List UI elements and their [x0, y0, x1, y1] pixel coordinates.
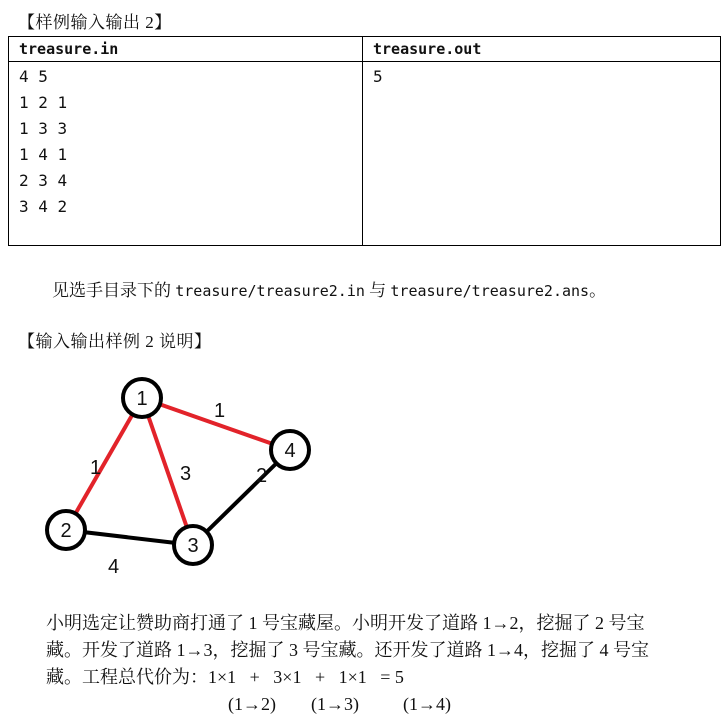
edge-weight-label: 3 [180, 463, 192, 485]
edge-weight-label: 1 [214, 400, 226, 422]
cost-path: (1→3) [311, 694, 359, 714]
input-line: 4 5 [19, 67, 48, 86]
explanation-line: 小明选定让赞助商打通了 1 号宝藏屋。小明开发了道路 1→2，挖掘了 2 号宝 [46, 613, 645, 633]
explanation-text [46, 610, 714, 691]
input-line: 2 3 4 [19, 171, 68, 190]
graph-node-4 [271, 431, 309, 469]
output-file-header: treasure.out [363, 37, 721, 62]
cost-path: (1→4) [403, 694, 451, 714]
explanation-line: 藏。工程总代价为：1×1 + 3×1 + 1×1 = 5 [46, 667, 404, 687]
graph-node-3 [174, 526, 212, 564]
graph-diagram [0, 360, 340, 590]
graph-node-label: 4 [284, 440, 296, 462]
graph-edge-1-2 [66, 398, 142, 530]
graph-node-2 [47, 511, 85, 549]
file-note-conjunction: 与 [369, 281, 387, 300]
input-line: 1 4 1 [19, 145, 68, 164]
explanation-line: 藏。开发了道路 1→3，挖掘了 3 号宝藏。还开发了道路 1→4，挖掘了 4 号宝 [46, 640, 649, 660]
input-line: 1 3 3 [19, 119, 68, 138]
graph-node-label: 1 [136, 388, 148, 410]
file-note-suffix: 。 [589, 281, 607, 300]
file-note [52, 276, 606, 301]
edge-weight-label: 2 [256, 465, 268, 487]
sample-io-table [8, 36, 721, 246]
input-cell [9, 62, 363, 246]
input-line: 3 4 2 [19, 197, 68, 216]
input-line: 1 2 1 [19, 93, 68, 112]
file-note-input-path: treasure/treasure2.in [175, 282, 365, 300]
sample-heading: 【样例输入输出 2】 [18, 13, 172, 32]
output-cell [363, 62, 721, 246]
graph-node-label: 3 [187, 535, 199, 557]
graph-node-label: 2 [60, 520, 72, 542]
edge-weight-label: 1 [90, 457, 102, 479]
cost-path: (1→2) [228, 694, 276, 714]
explanation-heading: 【输入输出样例 2 说明】 [18, 332, 212, 351]
file-note-prefix: 见选手目录下的 [52, 281, 171, 300]
edge-weight-label: 4 [108, 556, 120, 578]
cost-paths-row [46, 691, 714, 718]
input-file-header: treasure.in [9, 37, 363, 62]
file-note-answer-path: treasure/treasure2.ans [390, 282, 590, 300]
graph-node-1 [123, 379, 161, 417]
output-line: 5 [373, 67, 383, 86]
